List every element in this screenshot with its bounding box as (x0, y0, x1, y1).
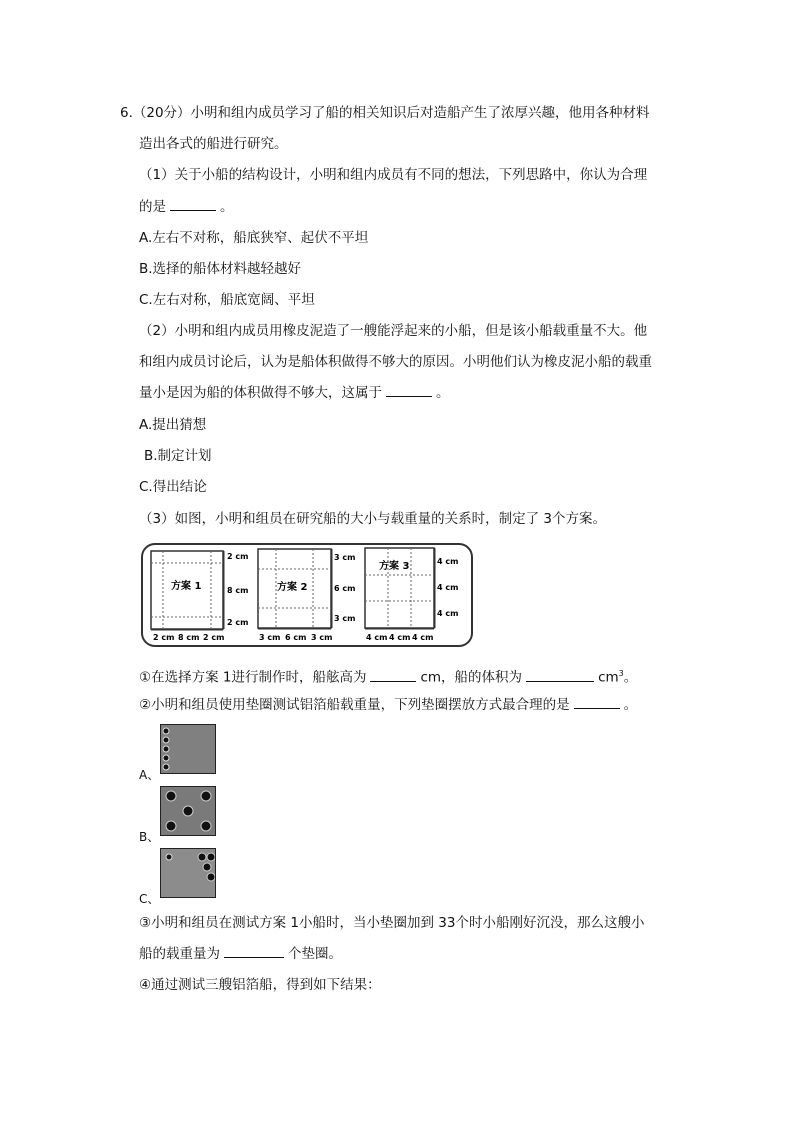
q2-option-c-label: C、 (139, 892, 160, 906)
part1-line-1: （1）关于小船的结构设计，小明和组内成员有不同的想法，下列思路中，你认为合理 (139, 167, 648, 183)
q1-unit-sup: 3 (618, 669, 624, 678)
part2-prefix: 量小是因为船的体积做得不够大，这属于 (139, 385, 382, 401)
part2-option-b: B.制定计划 (144, 448, 212, 464)
q1-text-a: ①在选择方案 1进行制作时，船舷高为 (139, 669, 367, 686)
plan-1-side-mid: 8 cm (227, 586, 249, 595)
part1-option-c: C.左右对称，船底宽阔、平坦 (139, 292, 315, 308)
plan-1-diagram (151, 551, 248, 642)
question-line-1: 6.（20分）小明和组内成员学习了船的相关知识后对造船产生了浓厚兴趣，他用各种材料 (120, 105, 650, 121)
part3-q3-line-2 (139, 945, 342, 963)
part2-answer-blank[interactable] (386, 384, 432, 397)
part1-line-2 (139, 198, 234, 216)
plan-3-side-top: 4 cm (437, 557, 459, 566)
plan-2-diagram (258, 549, 355, 642)
q2-answer-blank[interactable] (574, 696, 620, 709)
part2-line-1: （2）小明和组内成员用橡皮泥造了一艘能浮起来的小船，但是该小船载重量不大。他 (139, 323, 648, 339)
part3-q1 (139, 665, 637, 687)
q1-volume-blank[interactable] (526, 669, 594, 682)
q3-prefix: 船的载重量为 (139, 946, 220, 962)
part3-intro: （3）如图，小明和组员在研究船的大小与载重量的关系时，制定了 3个方案。 (139, 511, 606, 527)
plan-2-side-top: 3 cm (334, 553, 356, 562)
q1-unit: cm (598, 669, 619, 686)
plan-2-bottom-left: 3 cm (259, 633, 281, 642)
plan-1-bottom-mid: 8 cm (178, 633, 200, 642)
plan-1-bottom-left: 2 cm (153, 633, 175, 642)
plan-2-side-mid: 6 cm (334, 584, 356, 593)
part1-suffix: 。 (220, 199, 234, 215)
washer-layout-b-svg (161, 787, 215, 835)
plan-3-bottom-mid: 4 cm (389, 633, 411, 642)
plan-3-name: 方案 3 (379, 561, 410, 572)
part2-suffix: 。 (436, 385, 450, 401)
part2-line-2: 和组内成员讨论后，认为是船体积做得不够大的原因。小明他们认为橡皮泥小船的载重 (139, 354, 652, 370)
plan-3-side-bot: 4 cm (437, 609, 459, 618)
plan-2-name: 方案 2 (277, 582, 308, 593)
q3-suffix: 个垫圈。 (288, 946, 342, 962)
plan-3-side-mid: 4 cm (437, 583, 459, 592)
washer-layout-c-image (160, 848, 216, 898)
plan-2-bottom-mid: 6 cm (285, 633, 307, 642)
washer-layout-b-image (160, 786, 216, 836)
washer-layout-a-image (160, 724, 216, 774)
plan-3-diagram (365, 548, 458, 642)
plan-2-bottom-right: 3 cm (311, 633, 333, 642)
q3-answer-blank[interactable] (224, 945, 284, 958)
q2-suffix: 。 (623, 697, 638, 713)
q2-option-a-label: A、 (139, 768, 160, 782)
part3-q2 (139, 696, 637, 714)
part2-option-c: C.得出结论 (139, 479, 207, 495)
part2-line-3 (139, 384, 450, 402)
part2-option-a: A.提出猜想 (139, 417, 207, 433)
q1-height-blank[interactable] (370, 669, 416, 682)
plan-1-side-bot: 2 cm (227, 618, 249, 627)
plan-1-side-top: 2 cm (227, 552, 249, 561)
part1-prefix: 的是 (139, 199, 166, 215)
part3-q4: ④通过测试三艘铝箔船，得到如下结果： (139, 977, 381, 993)
q1-end: 。 (623, 669, 638, 686)
washer-layout-c-svg (161, 849, 215, 897)
plan-1-name: 方案 1 (171, 581, 202, 592)
part1-answer-blank[interactable] (170, 198, 216, 211)
q2-option-b-label: B、 (139, 830, 160, 844)
plans-figure-svg (141, 543, 473, 647)
q1-text-b: cm，船的体积为 (420, 669, 523, 686)
q2-prefix: ②小明和组员使用垫圈测试铝箔船载重量，下列垫圈摆放方式最合理的是 (139, 697, 570, 713)
question-line-2: 造出各式的船进行研究。 (139, 136, 288, 152)
part3-q3-line-1: ③小明和组员在测试方案 1小船时，当小垫圈加到 33个时小船刚好沉没，那么这艘小 (139, 915, 645, 931)
part1-option-a: A.左右不对称，船底狭窄、起伏不平坦 (139, 230, 369, 246)
plan-1-bottom-right: 2 cm (203, 633, 225, 642)
washer-layout-a-svg (161, 725, 215, 773)
plan-2-side-bot: 3 cm (334, 614, 356, 623)
part1-option-b: B.选择的船体材料越轻越好 (139, 261, 302, 277)
plan-3-bottom-left: 4 cm (366, 633, 388, 642)
plan-3-bottom-right: 4 cm (412, 633, 434, 642)
